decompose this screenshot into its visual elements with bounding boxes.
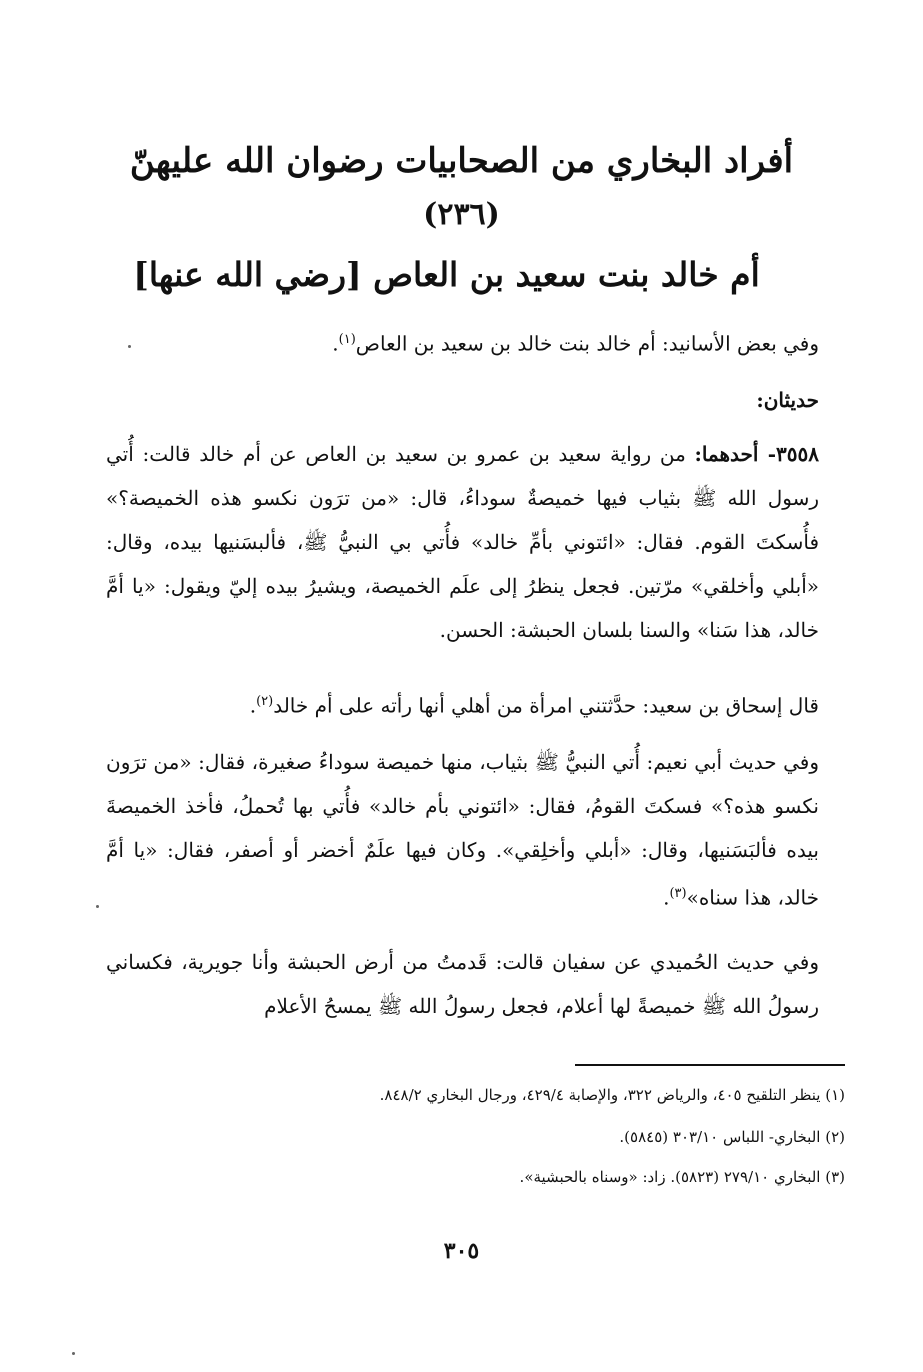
hadith-number: ٣٥٥٨- أحدهما: (694, 442, 819, 466)
abu-nuaym-paragraph (106, 740, 819, 920)
page-number: ٣٠٥ (443, 1238, 480, 1264)
ishaq-text: قال إسحاق بن سعيد: حدَّثتني امرأة من أهلي أنها رأته على أم خالد (273, 693, 819, 718)
footnote-2: (٢) البخاري- اللباس ٣٠٣/١٠ (٥٨٤٥). (619, 1128, 845, 1146)
footnote-divider (575, 1064, 845, 1066)
abu-nuaym-end: . (663, 885, 670, 910)
hadith-text: من رواية سعيد بن عمرو بن سعيد بن العاص عن أم خالد قالت: أُتي رسول الله ﷺ بثياب فيها خميصةٌ سوداءُ، قال: «من ترَون نكسو هذه الخميصة؟» فأُسكتَ القوم. فقال: «ائتوني بأمِّ خالد» فأُتي بي النبيُّ ﷺ، فألبسَنيها بيده، وقال: «أبلي وأخلقي» مرّتين. فجعل ينظرُ إلى علَم الخميصة، ويشيرُ بيده إليّ ويقول: «يا أمَّ خالد، هذا سَنا» والسنا بلسان الحبشة: الحسن. (106, 442, 819, 642)
abu-nuaym-text: وفي حديث أبي نعيم: أُتي النبيُّ ﷺ بثياب، منها خميصة سوداءُ صغيرة، فقال: «من ترَون نكسو هذه؟» فسكتَ القومُ، فقال: «ائتوني بأم خالد» فأُتي بها تُحملُ، فأخذ الخميصةَ بيده فألبَسَنيها، وقال: «أبلي وأخلِقي». وكان فيها علَمٌ أخضر أو أصفر، فقال: «يا أمَّ خالد، هذا سناه» (106, 750, 819, 910)
entry-name: أم خالد بنت سعيد بن العاص [رضي الله عنها] (133, 255, 760, 294)
scan-speck (128, 345, 131, 348)
alias-paragraph (106, 318, 819, 366)
hadith-paragraph (106, 432, 819, 652)
scan-speck (72, 1352, 75, 1355)
entry-number: (٢٣٦) (423, 197, 500, 232)
humaydi-paragraph: وفي حديث الحُميدي عن سفيان قالت: قَدمتُ من أرض الحبشة وأنا جويرية، فكساني رسولُ الله ﷺ خميصةً لها أعلام، فجعل رسولُ الله ﷺ يمسحُ الأعلام (106, 950, 819, 1018)
alias-end: . (332, 331, 339, 356)
footnote-ref-2[interactable]: (٢) (256, 694, 274, 709)
alias-text: وفي بعض الأسانيد: أم خالد بنت خالد بن سعيد بن العاص (355, 331, 819, 356)
footnote-1: (١) ينظر التلقيح ٤٠٥، والرياض ٣٢٢، والإصابة ٤٢٩/٤، ورجال البخاري ٨٤٨/٢. (379, 1086, 845, 1104)
section-title: أفراد البخاري من الصحابيات رضوان الله عليهنّ (129, 141, 794, 181)
scan-speck (96, 905, 99, 908)
ishaq-paragraph (106, 680, 819, 728)
hadithan-heading: حديثان: (756, 388, 819, 412)
footnote-3: (٣) البخاري ٢٧٩/١٠ (٥٨٢٣). زاد: «وسناه بالحبشية». (519, 1168, 845, 1186)
footnote-ref-3[interactable]: (٣) (669, 886, 687, 901)
ishaq-end: . (249, 693, 257, 718)
footnote-ref-1[interactable]: (١) (338, 332, 356, 347)
